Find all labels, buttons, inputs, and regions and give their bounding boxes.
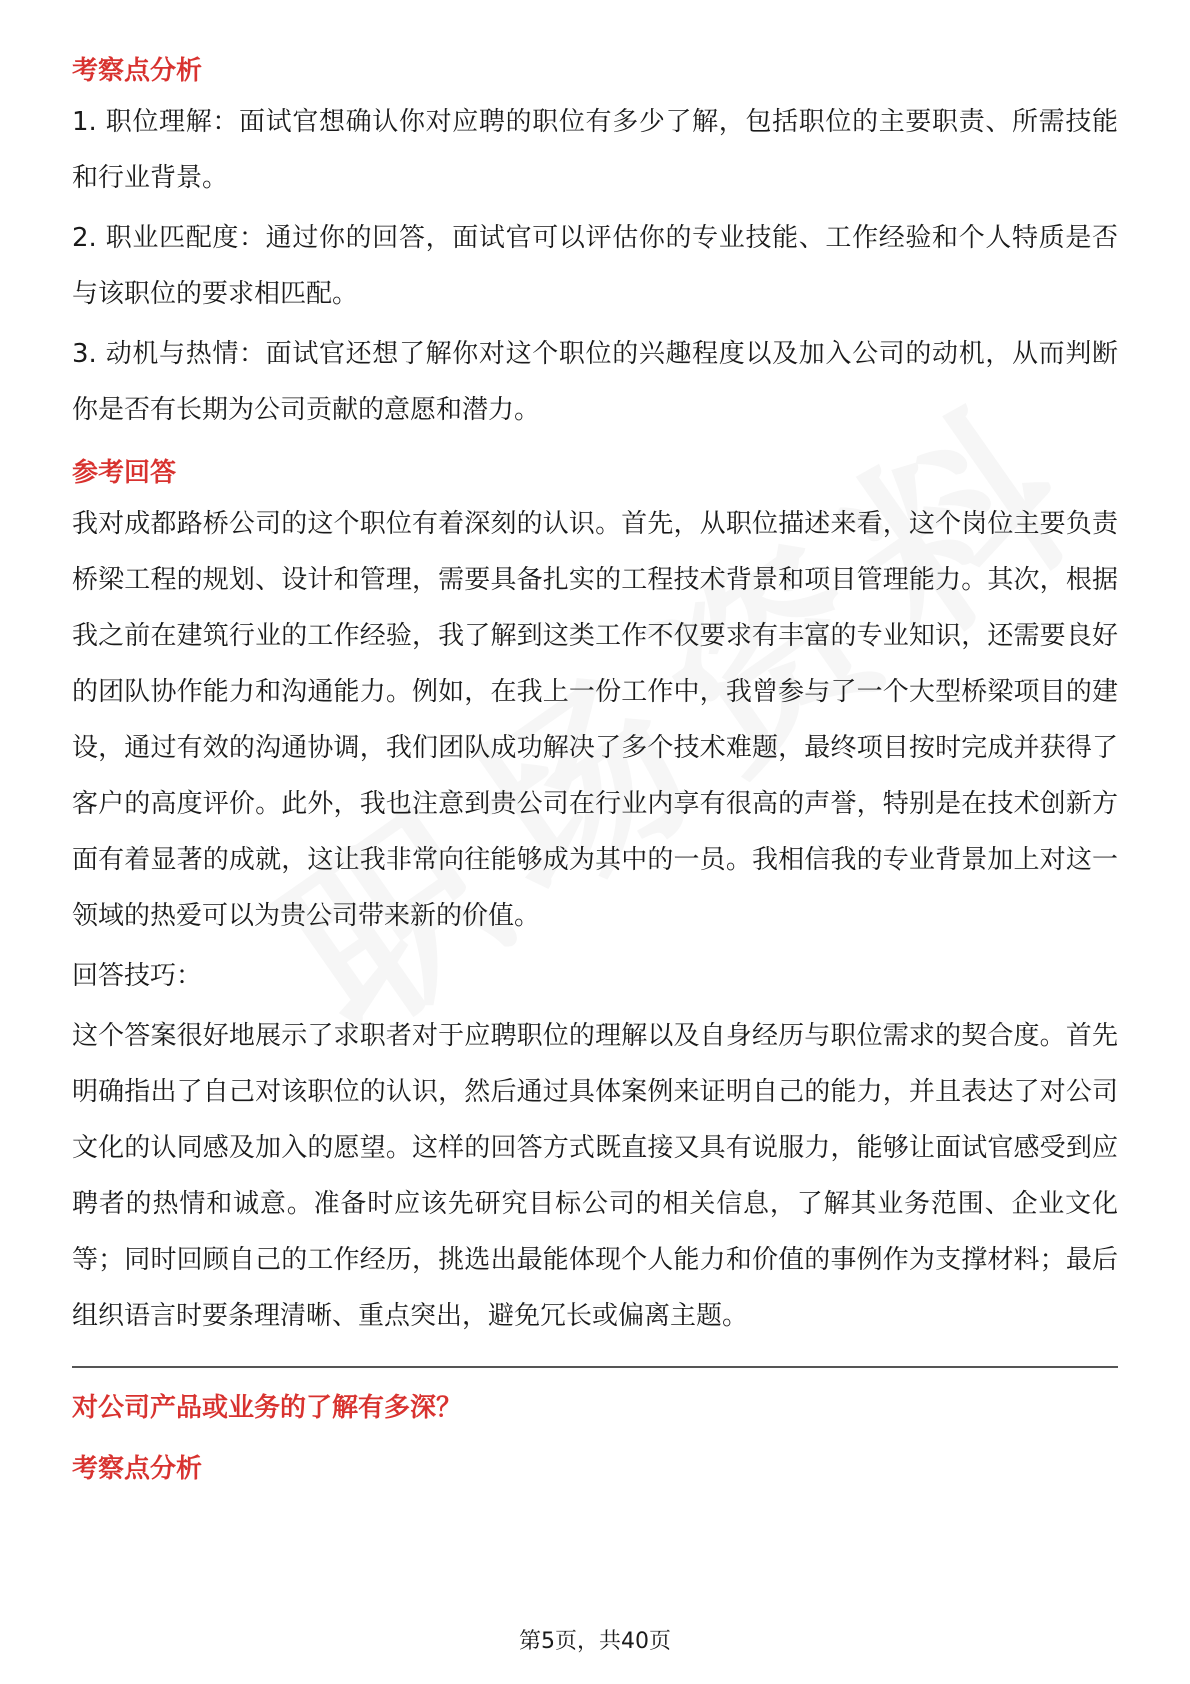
next-question: 对公司产品或业务的了解有多深？ (72, 1393, 463, 1423)
analysis-item-2: 2. 职业匹配度：通过你的回答，面试官可以评估你的专业技能、工作经验和个人特质是否与该职位的要求相匹配。 (72, 223, 1118, 309)
analysis-item-1: 1. 职位理解：面试官想确认你对应聘的职位有多少了解，包括职位的主要职责、所需技能和行业背景。 (72, 107, 1118, 193)
document-page (72, 52, 1118, 1492)
next-section-heading: 考察点分析 (72, 1454, 203, 1484)
reference-answer: 我对成都路桥公司的这个职位有着深刻的认识。首先，从职位描述来看，这个岗位主要负责桥梁工程的规划、设计和管理，需要具备扎实的工程技术背景和项目管理能力。其次，根据我之前在建筑行业的工作经验，我了解到这类工作不仅要求有丰富的专业知识，还需要良好的团队协作能力和沟通能力。例如，在我上一份工作中，我曾参与了一个大型桥梁项目的建设，通过有效的沟通协调，我们团队成功解决了多个技术难题，最终项目按时完成并获得了客户的高度评价。此外，我也注意到贵公司在行业内享有很高的声誉，特别是在技术创新方面有着显著的成就，这让我非常向往能够成为其中的一员。我相信我的专业背景加上对这一领域的热爱可以为贵公司带来新的价值。 (72, 509, 1118, 931)
section-heading-answer: 参考回答 (72, 458, 177, 488)
section-divider (72, 1366, 1118, 1368)
tips-text: 这个答案很好地展示了求职者对于应聘职位的理解以及自身经历与职位需求的契合度。首先明确指出了自己对该职位的认识，然后通过具体案例来证明自己的能力，并且表达了对公司文化的认同感及加入的愿望。这样的回答方式既直接又具有说服力，能够让面试官感受到应聘者的热情和诚意。准备时应该先研究目标公司的相关信息，了解其业务范围、企业文化等；同时回顾自己的工作经历，挑选出最能体现个人能力和价值的事例作为支撑材料；最后组织语言时要条理清晰、重点突出，避免冗长或偏离主题。 (72, 1021, 1118, 1331)
section-heading-analysis: 考察点分析 (72, 56, 203, 86)
tips-label: 回答技巧： (72, 961, 203, 991)
page-number: 第5页，共40页 (519, 1629, 671, 1654)
analysis-item-3: 3. 动机与热情：面试官还想了解你对这个职位的兴趣程度以及加入公司的动机，从而判断你是否有长期为公司贡献的意愿和潜力。 (72, 339, 1118, 425)
